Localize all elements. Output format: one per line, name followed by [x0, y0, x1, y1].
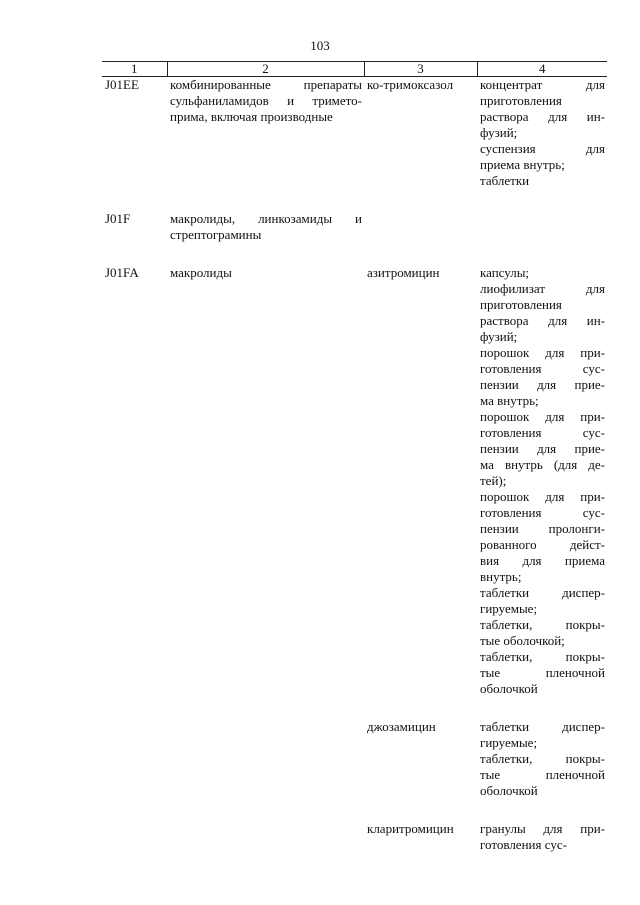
atc-code: [102, 821, 167, 853]
row-spacer: [102, 799, 607, 821]
spacer-cell: [477, 697, 607, 719]
spacer-cell: [102, 243, 167, 265]
dosage-form-line: таблетки, покры-: [480, 649, 605, 664]
dosage-form-line: порошок для при-: [480, 409, 605, 424]
group-name-line: макролиды: [170, 265, 232, 280]
column-number-3: 3: [364, 62, 477, 77]
dosage-form-line: тые пленочной: [480, 767, 605, 782]
dosage-form-line: готовления сус-: [480, 837, 567, 852]
dosage-forms: [477, 211, 607, 243]
table-row: [102, 719, 607, 799]
dosage-form-line: тей);: [480, 473, 507, 488]
dosage-form-line: таблетки, покры-: [480, 751, 605, 766]
dosage-form-line: капсулы;: [480, 265, 530, 280]
group-name: [167, 77, 364, 190]
dosage-form-line: вия для приема: [480, 553, 605, 568]
dosage-form-line: оболочкой: [480, 681, 538, 696]
column-number-header-row: [102, 62, 607, 77]
dosage-form-line: таблетки диспер-: [480, 585, 605, 600]
dosage-form-line: приготовления: [480, 297, 562, 312]
group-name: [167, 821, 364, 853]
page-number: 103: [310, 38, 330, 53]
dosage-form-line: порошок для при-: [480, 345, 605, 360]
dosage-form-line: суспензия для: [480, 141, 605, 156]
spacer-cell: [364, 799, 477, 821]
dosage-form-line: гранулы для при-: [480, 821, 605, 836]
atc-code: [102, 719, 167, 799]
dosage-form-line: таблетки, покры-: [480, 617, 605, 632]
dosage-form-line: раствора для ин-: [480, 109, 605, 124]
spacer-cell: [364, 243, 477, 265]
dosage-form-line: порошок для при-: [480, 489, 605, 504]
group-name-line: комбинированные препараты: [170, 77, 362, 92]
dosage-form-line: пензии пролонги-: [480, 521, 605, 536]
dosage-form-line: тые оболочкой;: [480, 633, 565, 648]
dosage-form-line: таблетки: [480, 173, 530, 188]
drug-name: ко-тримоксазол: [367, 77, 454, 92]
group-name-line: прима, включая производные: [170, 109, 333, 124]
dosage-form-line: гируемые;: [480, 735, 538, 750]
spacer-cell: [167, 697, 364, 719]
dosage-form-line: тые пленочной: [480, 665, 605, 680]
dosage-form-line: фузий;: [480, 329, 518, 344]
atc-code: J01EE: [105, 77, 139, 92]
dosage-form-line: готовления сус-: [480, 361, 605, 376]
dosage-form-line: оболочкой: [480, 783, 538, 798]
spacer-cell: [102, 189, 167, 211]
atc-code: J01FA: [105, 265, 139, 280]
group-name-line: сульфаниламидов и тримето-: [170, 93, 362, 108]
spacer-cell: [477, 799, 607, 821]
dosage-forms: [477, 719, 607, 799]
dosage-form-line: раствора для ин-: [480, 313, 605, 328]
table-row: [102, 211, 607, 243]
group-name: [167, 211, 364, 243]
row-spacer: [102, 697, 607, 719]
table-body: [102, 77, 607, 854]
spacer-cell: [364, 697, 477, 719]
dosage-form-line: лиофилизат для: [480, 281, 605, 296]
drug-name: азитромицин: [367, 265, 440, 280]
dosage-form-line: фузий;: [480, 125, 518, 140]
dosage-form-line: гируемые;: [480, 601, 538, 616]
table-row: [102, 821, 607, 853]
row-spacer: [102, 189, 607, 211]
spacer-cell: [477, 243, 607, 265]
dosage-form-line: концентрат для: [480, 77, 605, 92]
spacer-cell: [167, 189, 364, 211]
dosage-form-line: готовления сус-: [480, 425, 605, 440]
dosage-forms: [477, 821, 607, 853]
spacer-cell: [102, 697, 167, 719]
column-number-4: 4: [477, 62, 607, 77]
drug-classification-table: [102, 61, 607, 853]
dosage-form-line: приготовления: [480, 93, 562, 108]
dosage-forms: [477, 77, 607, 190]
drug-name: кларитромицин: [367, 821, 454, 836]
spacer-cell: [167, 243, 364, 265]
dosage-form-line: таблетки диспер-: [480, 719, 605, 734]
table-row: [102, 265, 607, 697]
dosage-form-line: внутрь;: [480, 569, 522, 584]
group-name-line: макролиды, линкозамиды и: [170, 211, 362, 226]
dosage-form-line: пензии для прие-: [480, 441, 605, 456]
dosage-form-line: ма внутрь (для де-: [480, 457, 605, 472]
column-number-1: 1: [102, 62, 167, 77]
group-name: [167, 719, 364, 799]
dosage-form-line: ма внутрь;: [480, 393, 539, 408]
table-row: [102, 77, 607, 190]
drug-name: джозамицин: [367, 719, 436, 734]
column-number-2: 2: [167, 62, 364, 77]
dosage-form-line: приема внутрь;: [480, 157, 565, 172]
spacer-cell: [167, 799, 364, 821]
drug-name: [364, 211, 477, 243]
dosage-form-line: готовления сус-: [480, 505, 605, 520]
spacer-cell: [102, 799, 167, 821]
group-name: [167, 265, 364, 697]
row-spacer: [102, 243, 607, 265]
atc-code: J01F: [105, 211, 131, 226]
spacer-cell: [364, 189, 477, 211]
dosage-forms: [477, 265, 607, 697]
dosage-form-line: пензии для прие-: [480, 377, 605, 392]
spacer-cell: [477, 189, 607, 211]
group-name-line: стрептограмины: [170, 227, 262, 242]
dosage-form-line: рованного дейст-: [480, 537, 605, 552]
